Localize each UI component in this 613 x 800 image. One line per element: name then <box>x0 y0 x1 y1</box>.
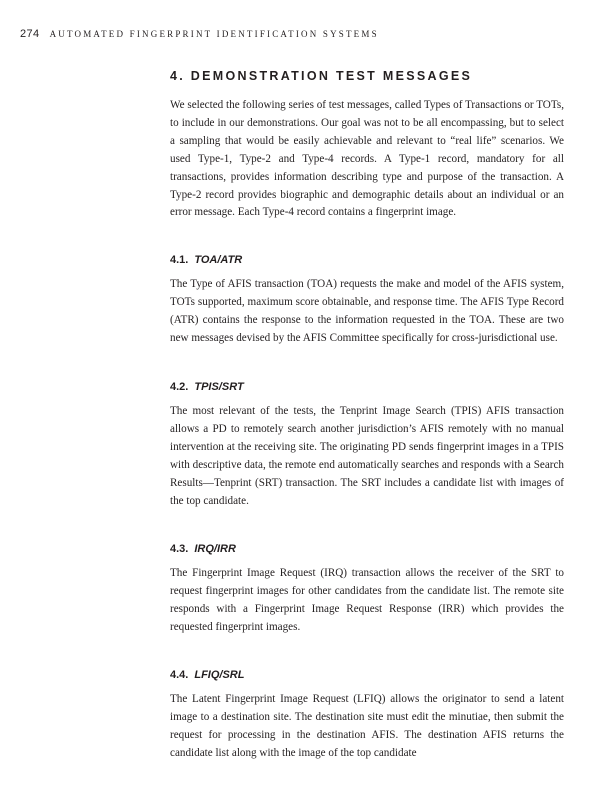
subsection-number: 4.1. <box>170 254 189 267</box>
subsection-heading-tpis-srt <box>170 379 564 395</box>
subsection-title: TPIS/SRT <box>194 380 244 393</box>
running-head <box>20 28 379 44</box>
subsection-number: 4.4. <box>170 669 189 682</box>
subsection-title: TOA/ATR <box>194 254 243 267</box>
subsection-body-tpis-srt: The most relevant of the tests, the Tenprint Image Search (TPIS) AFIS transaction allows a PD to remotely search another jurisdiction’s AFIS remotely with no manual intervention at the receiving site. The originating PD sends fingerprint images in a TPIS with descriptive data, the remote end automatically searches and responds with a Search Results—Tenprint (SRT) transaction. The SRT includes a candidate list with images of the top candidate. <box>170 404 564 507</box>
section-intro-paragraph: We selected the following series of test messages, called Types of Transactions or TOTs, to include in our demonstrations. Our goal was not to be all encompassing, but to select a sampling that would be easily achievable and relevant to “real life” scenarios. We used Type-1, Type-2 and Type-4 records. A Type-1 record, mandatory for all transactions, provides information describing type and purpose of the transaction. A Type-2 record provides biographic and demographic details about an individual or an error message. Each Type-4 record contains a fingerprint image. <box>170 99 564 219</box>
page-number: 274 <box>20 28 40 40</box>
subsection-heading-toa-atr <box>170 252 564 268</box>
subsection-heading-lfiq-srl <box>170 667 564 683</box>
subsection-heading-irq-irr <box>170 541 564 557</box>
subsection-title: LFIQ/SRL <box>194 669 245 682</box>
subsection-number: 4.3. <box>170 543 189 556</box>
subsection-title: IRQ/IRR <box>194 543 236 556</box>
subsection-body-irq-irr: The Fingerprint Image Request (IRQ) transaction allows the receiver of the SRT to request fingerprint images for other candidates from the candidate list. The remote site responds with a Fingerprint Image Request Response (IRR) which provides the requested fingerprint images. <box>170 567 564 634</box>
subsection-body-lfiq-srl: The Latent Fingerprint Image Request (LFIQ) allows the originator to send a latent image to a destination site. The destination site must edit the minutiae, then submit the request for processing in the destination AFIS. The destination AFIS returns the candidate list along with the image of the top candidate <box>170 693 564 759</box>
subsection-number: 4.2. <box>170 380 189 393</box>
main-content <box>170 68 564 763</box>
section-heading: 4. DEMONSTRATION TEST MESSAGES <box>170 69 473 83</box>
book-title: AUTOMATED FINGERPRINT IDENTIFICATION SYSTEMS <box>49 29 379 39</box>
subsection-body-toa-atr: The Type of AFIS transaction (TOA) requests the make and model of the AFIS system, TOTs supported, maximum score obtainable, and response time. The AFIS Type Record (ATR) contains the response to the information requested in the TOA. These are two new messages devised by the AFIS Committee specifically for cross-jurisdictional use. <box>170 278 564 345</box>
